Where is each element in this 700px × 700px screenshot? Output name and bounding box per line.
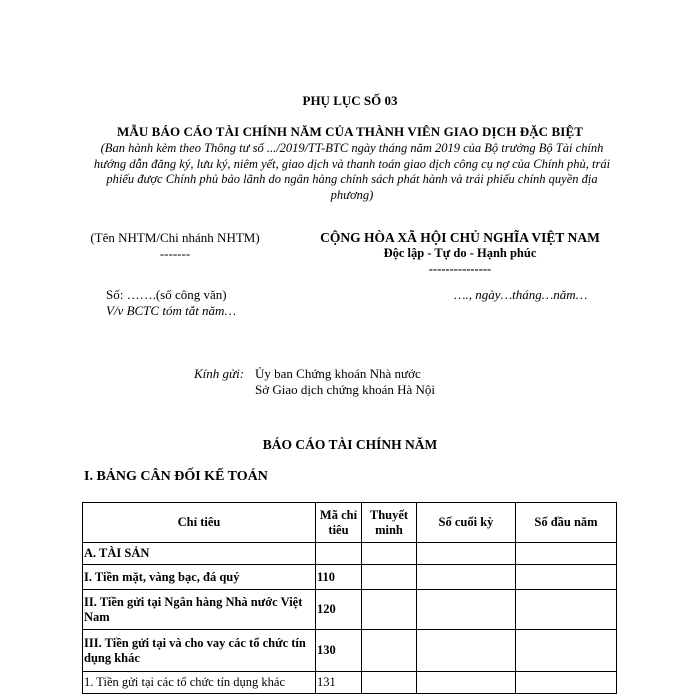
nation-motto: Độc lập - Tự do - Hạnh phúc xyxy=(383,246,537,260)
row-start xyxy=(516,565,617,590)
row-item: II. Tiền gửi tại Ngân hàng Nhà nước Việt Nam xyxy=(83,590,316,630)
row-end xyxy=(417,590,516,630)
section-title: I. BẢNG CÂN ĐỐI KẾ TOÁN xyxy=(84,469,268,484)
document-date: …., ngày…tháng…năm… xyxy=(454,287,588,302)
row-item: III. Tiền gửi tại và cho vay các tổ chức tín dụng khác xyxy=(83,630,316,672)
row-note xyxy=(362,590,417,630)
table-row xyxy=(83,565,617,590)
appendix-heading: PHỤ LỤC SỐ 03 xyxy=(302,93,398,108)
row-code xyxy=(316,543,362,565)
sender-org-divider: ------- xyxy=(159,246,191,261)
header-code: Mã chỉ tiêu xyxy=(316,503,362,543)
balance-sheet-table xyxy=(82,502,617,694)
table-row xyxy=(83,672,617,694)
header-item: Chỉ tiêu xyxy=(83,503,316,543)
header-start: Số đầu năm xyxy=(516,503,617,543)
recipient-1: Ủy ban Chứng khoán Nhà nước xyxy=(255,366,421,381)
row-end xyxy=(417,672,516,694)
sender-org-name: (Tên NHTM/Chi nhánh NHTM) xyxy=(90,230,260,245)
row-code: 120 xyxy=(316,590,362,630)
row-note xyxy=(362,565,417,590)
table-row xyxy=(83,543,617,565)
table-row xyxy=(83,630,617,672)
row-code: 131 xyxy=(316,672,362,694)
row-start xyxy=(516,590,617,630)
document-subject: V/v BCTC tóm tắt năm… xyxy=(106,303,237,318)
row-end xyxy=(417,565,516,590)
nation-name: CỘNG HÒA XÃ HỘI CHỦ NGHĨA VIỆT NAM xyxy=(320,230,600,245)
recipient-label: Kính gửi: xyxy=(194,366,245,381)
row-start xyxy=(516,543,617,565)
document-number: Số: …….(số công văn) xyxy=(106,287,227,302)
row-item: I. Tiền mặt, vàng bạc, đá quý xyxy=(83,565,316,590)
row-end xyxy=(417,630,516,672)
report-title: BÁO CÁO TÀI CHÍNH NĂM xyxy=(262,437,438,452)
nation-motto-divider: --------------- xyxy=(428,262,492,276)
form-title: MẪU BÁO CÁO TÀI CHÍNH NĂM CỦA THÀNH VIÊN GIAO DỊCH ĐẶC BIỆT xyxy=(116,124,583,139)
row-note xyxy=(362,672,417,694)
row-code: 110 xyxy=(316,565,362,590)
table-row xyxy=(83,590,617,630)
row-item: A. TÀI SẢN xyxy=(83,543,316,565)
row-end xyxy=(417,543,516,565)
row-start xyxy=(516,630,617,672)
row-note xyxy=(362,630,417,672)
header-note: Thuyết minh xyxy=(362,503,417,543)
form-subtitle: (Ban hành kèm theo Thông tư số .../2019/TT-BTC ngày tháng năm 2019 của Bộ trưởng Bộ Tài chính hướng dẫn đăng ký, lưu ký, niêm yết, giao dịch và thanh toán giao dịch công cụ nợ của Chính phủ, trái phiếu được Chính phủ bảo lãnh do ngân hàng chính sách phát hành và trái phiếu chính quyền địa phương) xyxy=(93,141,611,202)
row-note xyxy=(362,543,417,565)
recipient-2: Sở Giao dịch chứng khoán Hà Nội xyxy=(255,382,436,397)
header-end: Số cuối kỳ xyxy=(417,503,516,543)
row-start xyxy=(516,672,617,694)
row-item: 1. Tiền gửi tại các tổ chức tín dụng khác xyxy=(83,672,316,694)
row-code: 130 xyxy=(316,630,362,672)
table-header-row xyxy=(83,503,617,543)
